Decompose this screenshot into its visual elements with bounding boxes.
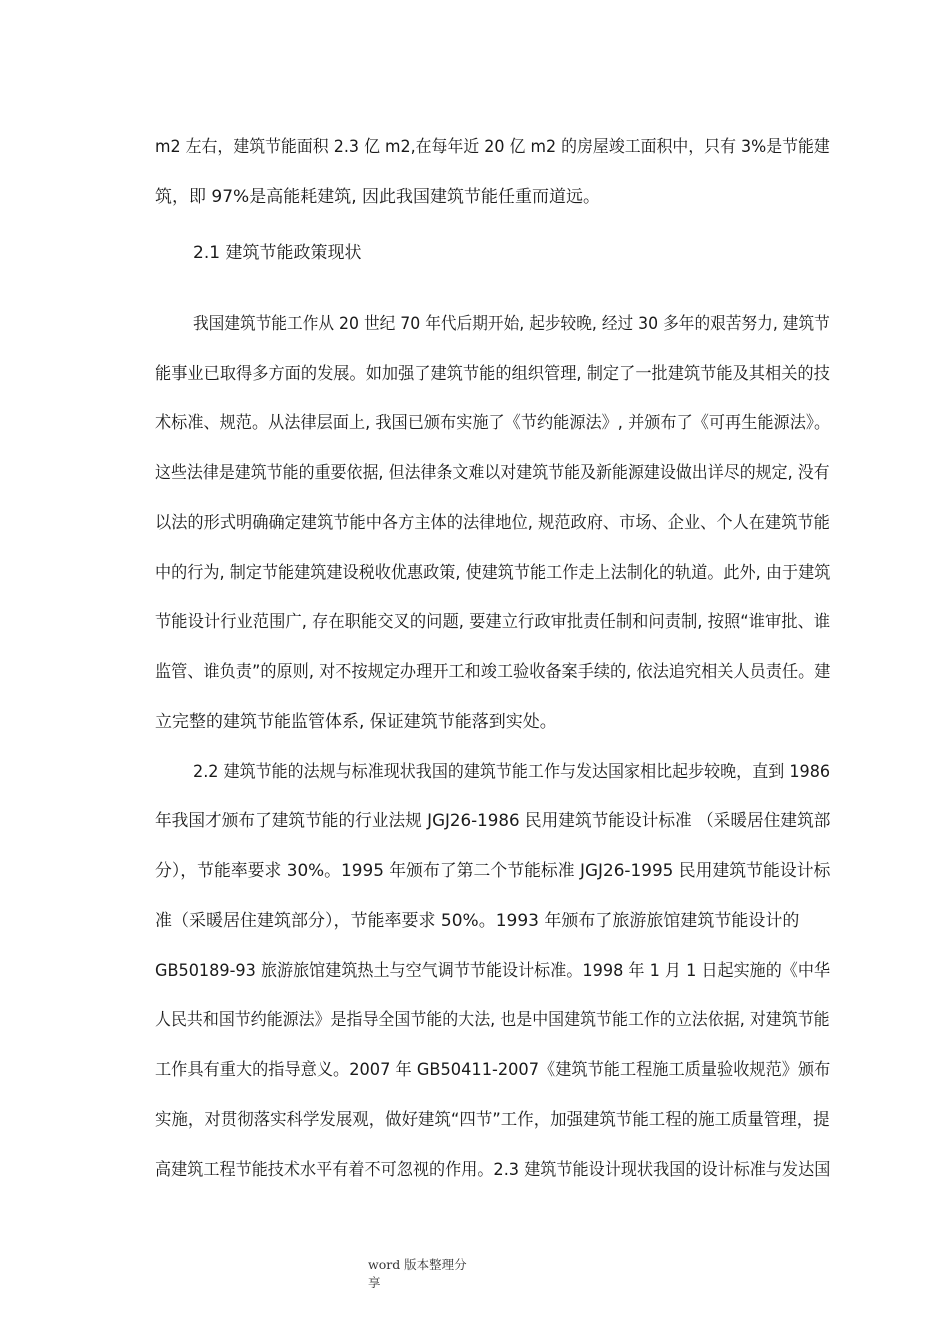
text-line: 分），节能率要求 30%。1995 年颁布了第二个节能标准 JGJ26-1995 民用建筑节能设计标 <box>155 861 831 881</box>
footer-line: 享 <box>368 1275 381 1290</box>
text-line: 术标准、规范。从法律层面上, 我国已颁布实施了《节约能源法》, 并颁布了《可再生能源法》。 <box>155 413 831 433</box>
text-line: 2.2 建筑节能的法规与标准现状我国的建筑节能工作与发达国家相比起步较晚，直到 1986 <box>193 762 831 782</box>
text-line: 年我国才颁布了建筑节能的行业法规 JGJ26-1986 民用建筑节能设计标准 （采暖居住建筑部 <box>155 811 831 831</box>
text-line: 工作具有重大的指导意义。2007 年 GB50411-2007《建筑节能工程施工质量验收规范》颁布 <box>155 1060 831 1080</box>
text-line: 我国建筑节能工作从 20 世纪 70 年代后期开始, 起步较晚, 经过 30 多年的艰苦努力, 建筑节 <box>193 314 830 334</box>
text-line: 人民共和国节约能源法》是指导全国节能的大法, 也是中国建筑节能工作的立法依据, 对建筑节能 <box>155 1010 830 1030</box>
text-line: 高建筑工程节能技术水平有着不可忽视的作用。2.3 建筑节能设计现状我国的设计标准与发达国 <box>155 1160 831 1180</box>
text-line: 能事业已取得多方面的发展。如加强了建筑节能的组织管理, 制定了一批建筑节能及其相关的技 <box>155 364 830 384</box>
footer-line: word 版本整理分 <box>368 1257 467 1272</box>
text-line: 筑，即 97%是高能耗建筑, 因此我国建筑节能任重而道远。 <box>155 187 600 207</box>
text-line: 实施，对贯彻落实科学发展观，做好建筑“四节”工作，加强建筑节能工程的施工质量管理，提 <box>155 1110 830 1130</box>
text-line: m2 左右，建筑节能面积 2.3 亿 m2,在每年近 20 亿 m2 的房屋竣工面积中，只有 3%是节能建 <box>155 137 830 157</box>
text-line: 监管、谁负责”的原则, 对不按规定办理开工和竣工验收备案手续的, 依法追究相关人员责任。建 <box>155 662 831 682</box>
text-line: 立完整的建筑节能监管体系, 保证建筑节能落到实处。 <box>155 712 557 732</box>
text-line: 准（采暖居住建筑部分），节能率要求 50%。1993 年颁布了旅游旅馆建筑节能设计的 <box>155 911 800 931</box>
text-line: GB50189-93 旅游旅馆建筑热土与空气调节节能设计标准。1998 年 1 月 1 日起实施的《中华 <box>155 961 831 981</box>
text-line: 中的行为, 制定节能建筑建设税收优惠政策, 使建筑节能工作走上法制化的轨道。此外, 由于建筑 <box>155 563 831 583</box>
section-heading-2-1: 2.1 建筑节能政策现状 <box>193 243 362 263</box>
text-line: 以法的形式明确确定建筑节能中各方主体的法律地位, 规范政府、市场、企业、个人在建筑节能 <box>155 513 830 533</box>
text-line: 节能设计行业范围广, 存在职能交叉的问题, 要建立行政审批责任制和问责制, 按照“谁审批、谁 <box>155 612 831 632</box>
text-line: 这些法律是建筑节能的重要依据, 但法律条文难以对建筑节能及新能源建设做出详尽的规定, 没有 <box>155 463 830 483</box>
